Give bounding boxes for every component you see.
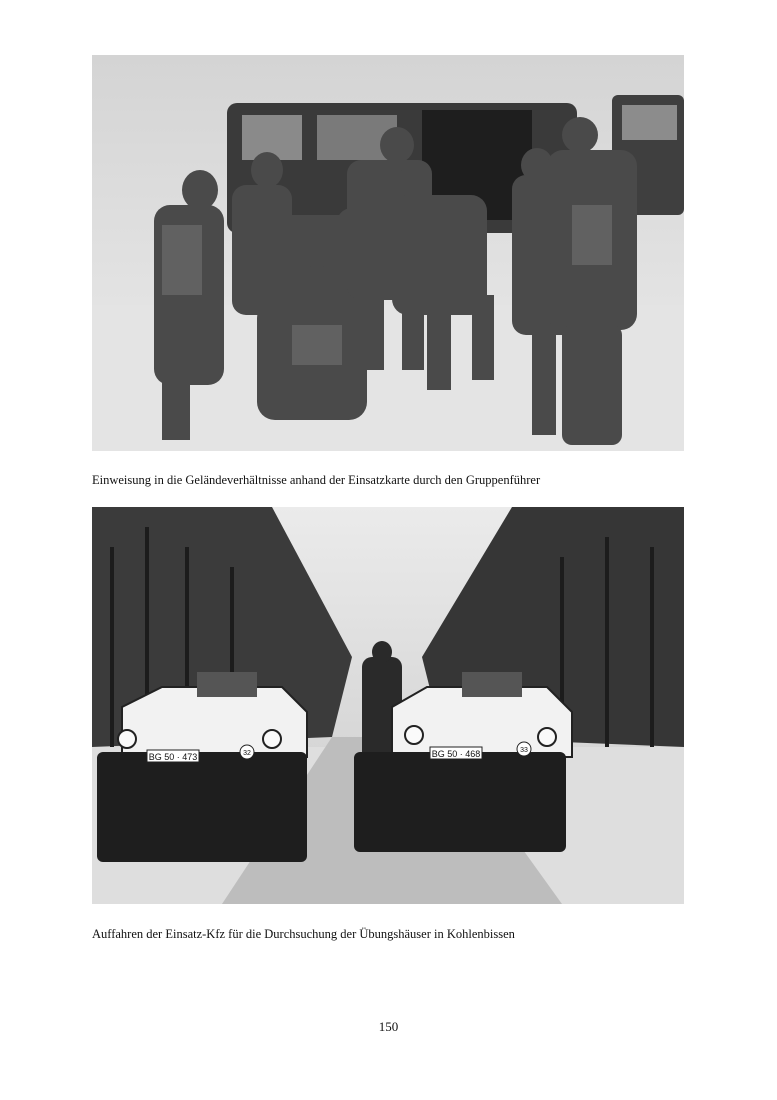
- plate-right: BG 50 · 468: [431, 749, 481, 759]
- caption-armored-vehicles: Auffahren der Einsatz-Kfz für die Durchsuchung der Übungshäuser in Kohlenbissen: [92, 927, 515, 941]
- unit-number-right: 33: [520, 747, 528, 754]
- caption-briefing: Einweisung in die Geländeverhältnisse anhand der Einsatzkarte durch den Gruppenführer: [92, 473, 541, 487]
- plate-left: BG 50 · 473: [148, 752, 198, 762]
- photo-armored-vehicles: [92, 507, 684, 904]
- unit-number-left: 32: [243, 750, 251, 757]
- page-number: 150: [378, 1019, 399, 1034]
- photo-briefing: [92, 55, 684, 451]
